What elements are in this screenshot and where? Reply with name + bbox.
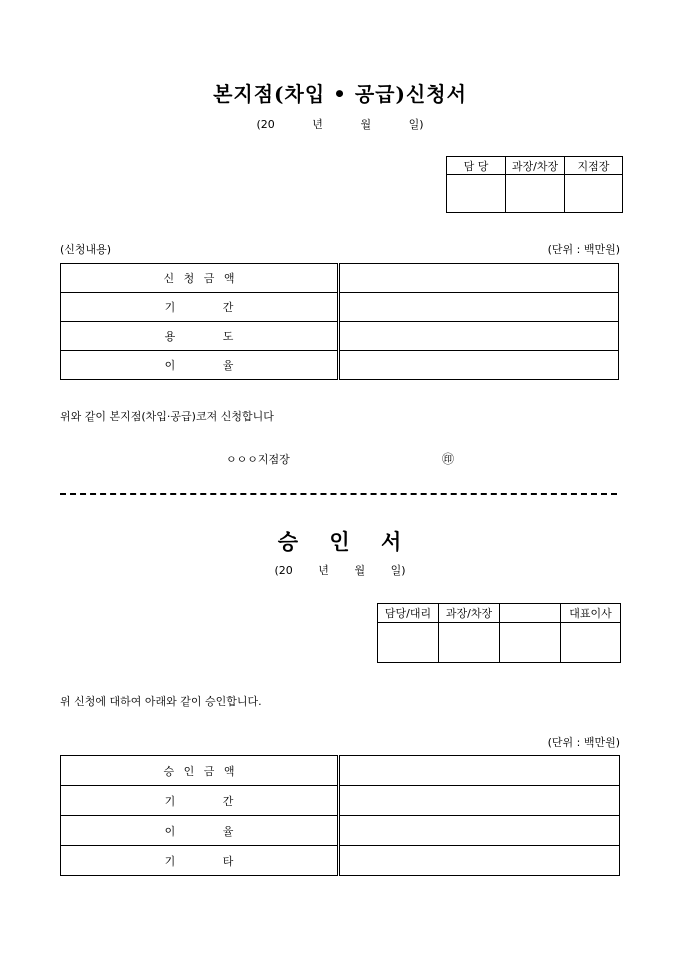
label-char: 기	[164, 854, 176, 868]
date-year: (20	[256, 118, 275, 131]
row-label-approved-amount	[61, 756, 339, 786]
label-char: 금	[203, 272, 215, 285]
seal-icon: ㊞	[442, 452, 455, 466]
application-table	[60, 263, 619, 380]
label-char: 도	[222, 330, 234, 343]
table-row	[61, 293, 619, 322]
table-row	[61, 816, 620, 846]
approval-header-assistant: 담당/대리	[378, 604, 439, 623]
approval-sign-cell[interactable]	[506, 175, 565, 213]
row-value-request-amount[interactable]	[339, 264, 619, 293]
approval-sign-cell[interactable]	[500, 623, 561, 663]
row-label-interest-rate	[61, 816, 339, 846]
signer-name: ㅇㅇㅇ지점장	[226, 453, 290, 466]
table-row	[61, 322, 619, 351]
table-row	[61, 756, 620, 786]
label-char: 간	[222, 301, 234, 314]
approval-sign-cell[interactable]	[447, 175, 506, 213]
row-label-period	[61, 293, 339, 322]
table-row	[61, 846, 620, 876]
row-value-approved-amount[interactable]	[339, 756, 620, 786]
row-label-interest-rate	[61, 351, 339, 380]
label-char: 승	[163, 764, 175, 778]
unit-label: (단위 : 백만원)	[547, 243, 620, 256]
row-value-period[interactable]	[339, 786, 620, 816]
table-row	[61, 351, 619, 380]
label-char: 율	[222, 359, 234, 372]
approval-sign-cell[interactable]	[561, 623, 621, 663]
date-year-unit: 년	[312, 118, 323, 131]
approval-sign-cell[interactable]	[378, 623, 439, 663]
application-title: 본지점(차입 • 공급)신청서	[213, 82, 467, 106]
approval-header-manager: 과장/차장	[439, 604, 500, 623]
row-value-period[interactable]	[339, 293, 619, 322]
label-char: 이	[164, 359, 176, 372]
row-label-purpose	[61, 322, 339, 351]
label-char: 인	[183, 764, 195, 778]
row-label-request-amount	[61, 264, 339, 293]
label-char: 액	[223, 764, 235, 778]
approval-title: 승 인 서	[277, 529, 403, 554]
row-value-purpose[interactable]	[339, 322, 619, 351]
section-label: (신청내용)	[60, 243, 112, 256]
application-approval-box	[446, 156, 623, 213]
label-char: 율	[222, 824, 234, 838]
label-char: 금	[203, 764, 215, 778]
date-day-unit: 일)	[390, 564, 406, 577]
row-label-other	[61, 846, 339, 876]
table-row	[61, 264, 619, 293]
row-value-other[interactable]	[339, 846, 620, 876]
date-day-unit: 일)	[408, 118, 424, 131]
label-char: 신	[163, 272, 175, 285]
application-statement: 위와 같이 본지점(차입·공급)코져 신청합니다	[60, 410, 274, 423]
date-month-unit: 월	[360, 118, 372, 131]
date-year: (20	[274, 564, 293, 577]
approval-sign-cell[interactable]	[565, 175, 623, 213]
label-char: 액	[223, 272, 235, 285]
approval-statement: 위 신청에 대하여 아래와 같이 승인합니다.	[60, 695, 262, 708]
label-char: 이	[164, 824, 176, 838]
approval-header-manager: 과장/차장	[506, 157, 565, 175]
label-char: 기	[164, 794, 176, 808]
row-value-interest-rate[interactable]	[339, 816, 620, 846]
row-label-period	[61, 786, 339, 816]
date-month-unit: 월	[354, 564, 366, 577]
approval-header-branch-head: 지점장	[565, 157, 623, 175]
label-char: 타	[222, 854, 234, 868]
label-char: 청	[183, 272, 195, 285]
label-char: 간	[222, 794, 234, 808]
approval-table	[60, 755, 620, 876]
approval-header-blank	[500, 604, 561, 623]
approval-header-staff: 담 당	[447, 157, 506, 175]
label-char: 용	[164, 330, 176, 343]
label-char: 기	[164, 301, 176, 314]
application-date-line	[0, 116, 680, 132]
date-year-unit: 년	[318, 564, 329, 577]
cut-line-divider	[60, 493, 617, 495]
unit-label: (단위 : 백만원)	[547, 736, 620, 749]
approval-sign-cell[interactable]	[439, 623, 500, 663]
table-row	[61, 786, 620, 816]
approval-date-line	[0, 562, 680, 578]
row-value-interest-rate[interactable]	[339, 351, 619, 380]
approval-approval-box	[377, 603, 621, 663]
approval-header-ceo: 대표이사	[561, 604, 621, 623]
